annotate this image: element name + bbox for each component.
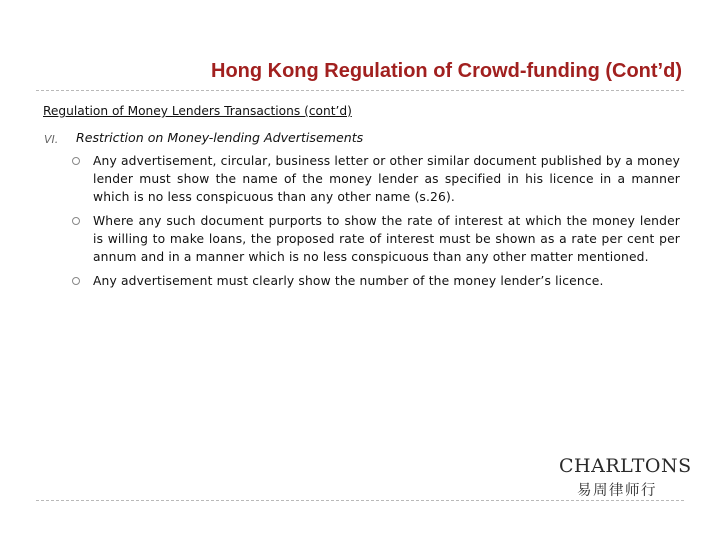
bullet-text: Any advertisement must clearly show the number of the money lender’s licence. — [93, 274, 604, 288]
logo-name: CHARLTONS — [559, 455, 692, 477]
item-number: VI. — [44, 133, 59, 146]
bullet-item — [70, 152, 680, 206]
bullet-list — [70, 152, 680, 296]
item-title: Restriction on Money-lending Advertisements — [76, 130, 364, 145]
bullet-circle-icon — [72, 277, 80, 285]
bullet-circle-icon — [72, 157, 80, 165]
bullet-item — [70, 212, 680, 266]
bullet-circle-icon — [72, 217, 80, 225]
section-heading: Regulation of Money Lenders Transactions (cont’d) — [43, 104, 352, 118]
slide-title: Hong Kong Regulation of Crowd-funding (Cont’d) — [211, 60, 682, 82]
bottom-divider — [36, 500, 684, 501]
logo-chinese-name: 易周律师行 — [577, 483, 657, 499]
bullet-text: Any advertisement, circular, business letter or other similar document published by a money lender must show the name of the money lender as specified in his licence in a manner which is no less conspicuous than any other name (s.26). — [93, 154, 681, 204]
charltons-logo — [555, 452, 692, 499]
top-divider — [36, 90, 684, 91]
bullet-text: Where any such document purports to show the rate of interest at which the money lender is willing to make loans, the proposed rate of interest must be shown as a rate per cent per annum and in a manner which is no less conspicuous than any other matter mentioned. — [93, 214, 680, 264]
bullet-item — [70, 272, 680, 290]
